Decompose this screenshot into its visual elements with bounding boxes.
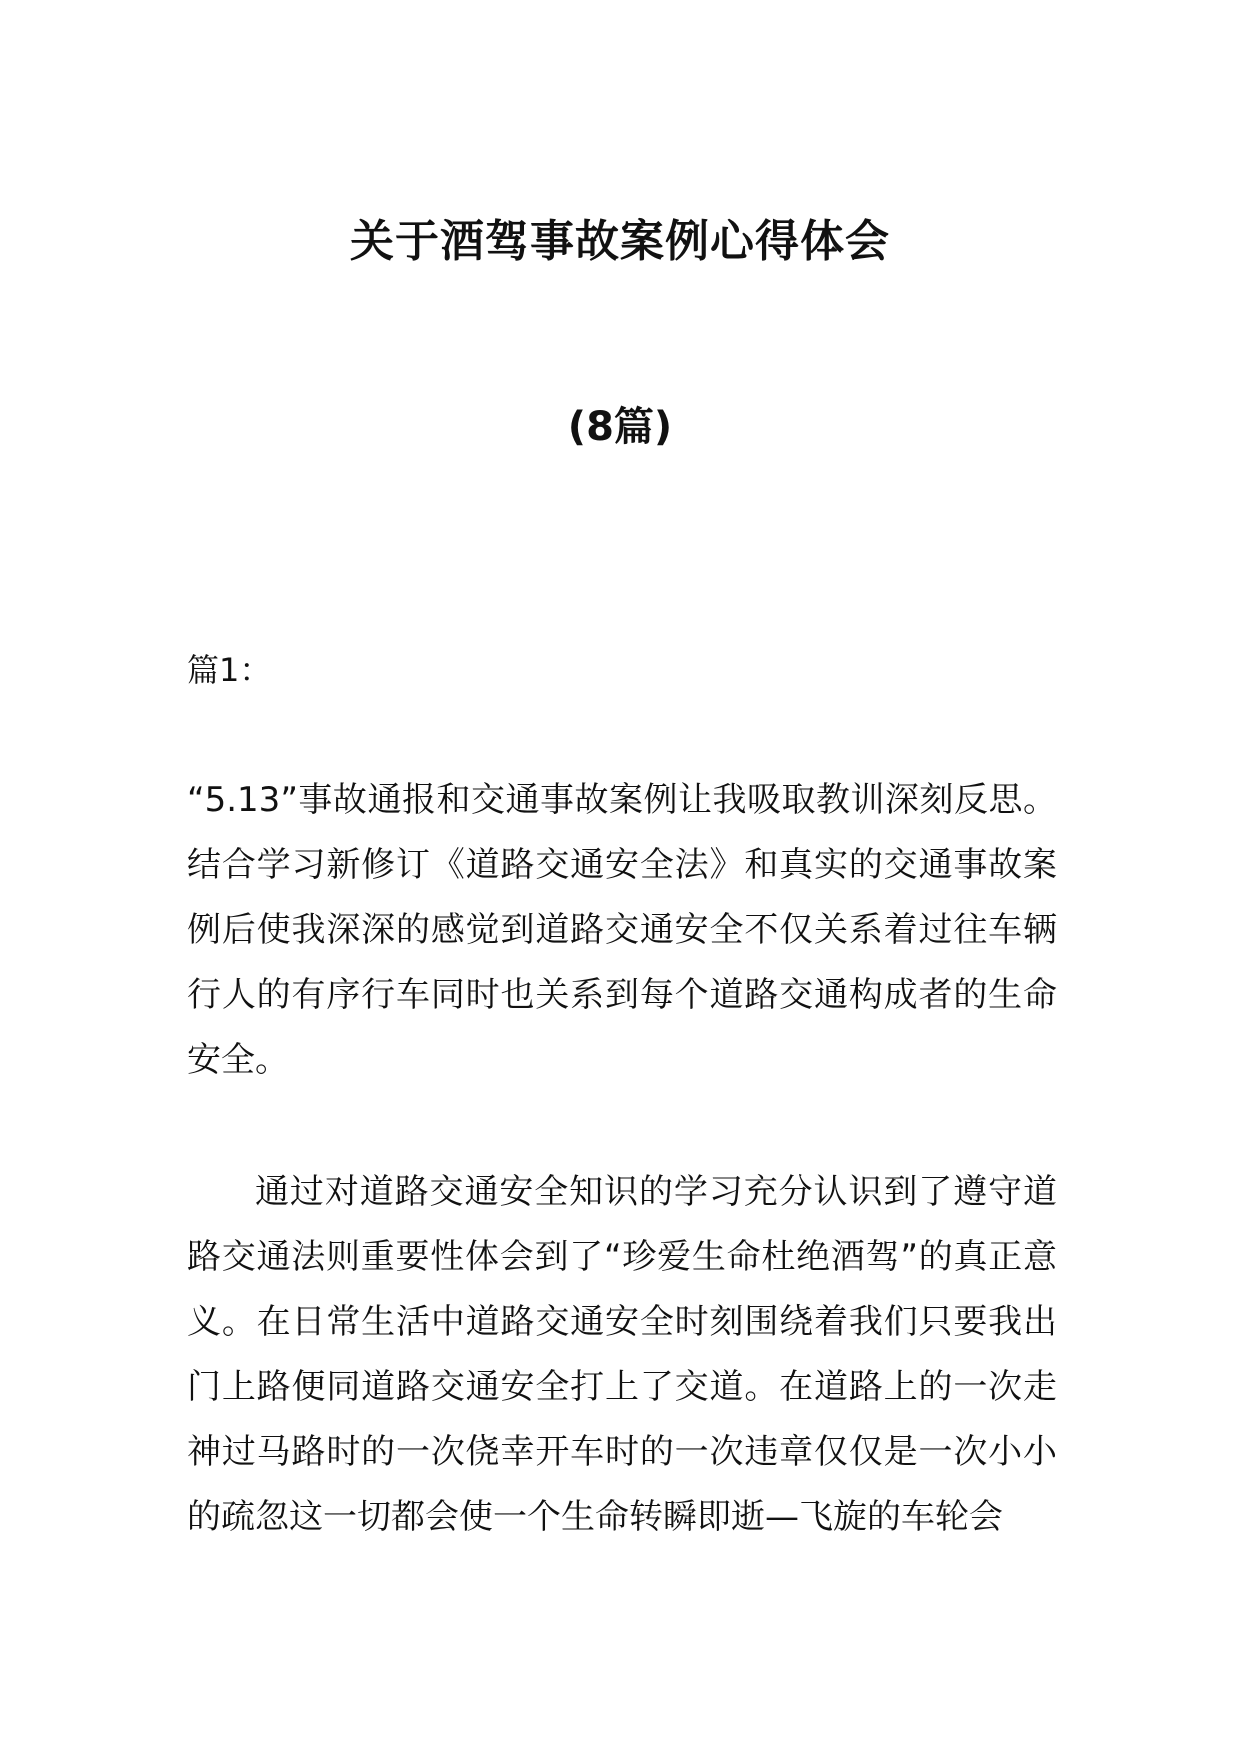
- document-title: 关于酒驾事故案例心得体会: [350, 216, 890, 267]
- paragraph-2: 通过对道路交通安全知识的学习充分认识到了遵守道路交通法则重要性体会到了“珍爱生命杜绝酒驾”的真正意义。在日常生活中道路交通安全时刻围绕着我们只要我出门上路便同道路交通安全打上了交道。在道路上的一次走神过马路时的一次侥幸开车时的一次违章仅仅是一次小小的疏忽这一切都会使一个生命转瞬即逝—飞旋的车轮会: [187, 1172, 1057, 1537]
- section-label: 篇1：: [187, 651, 272, 689]
- paragraph-1: “5.13”事故通报和交通事故案例让我吸取教训深刻反思。结合学习新修订《道路交通安全法》和真实的交通事故案例后使我深深的感觉到道路交通安全不仅关系着过往车辆行人的有序行车同时也关系到每个道路交通构成者的生命安全。: [187, 780, 1057, 1080]
- document-subtitle: (8篇): [567, 404, 673, 450]
